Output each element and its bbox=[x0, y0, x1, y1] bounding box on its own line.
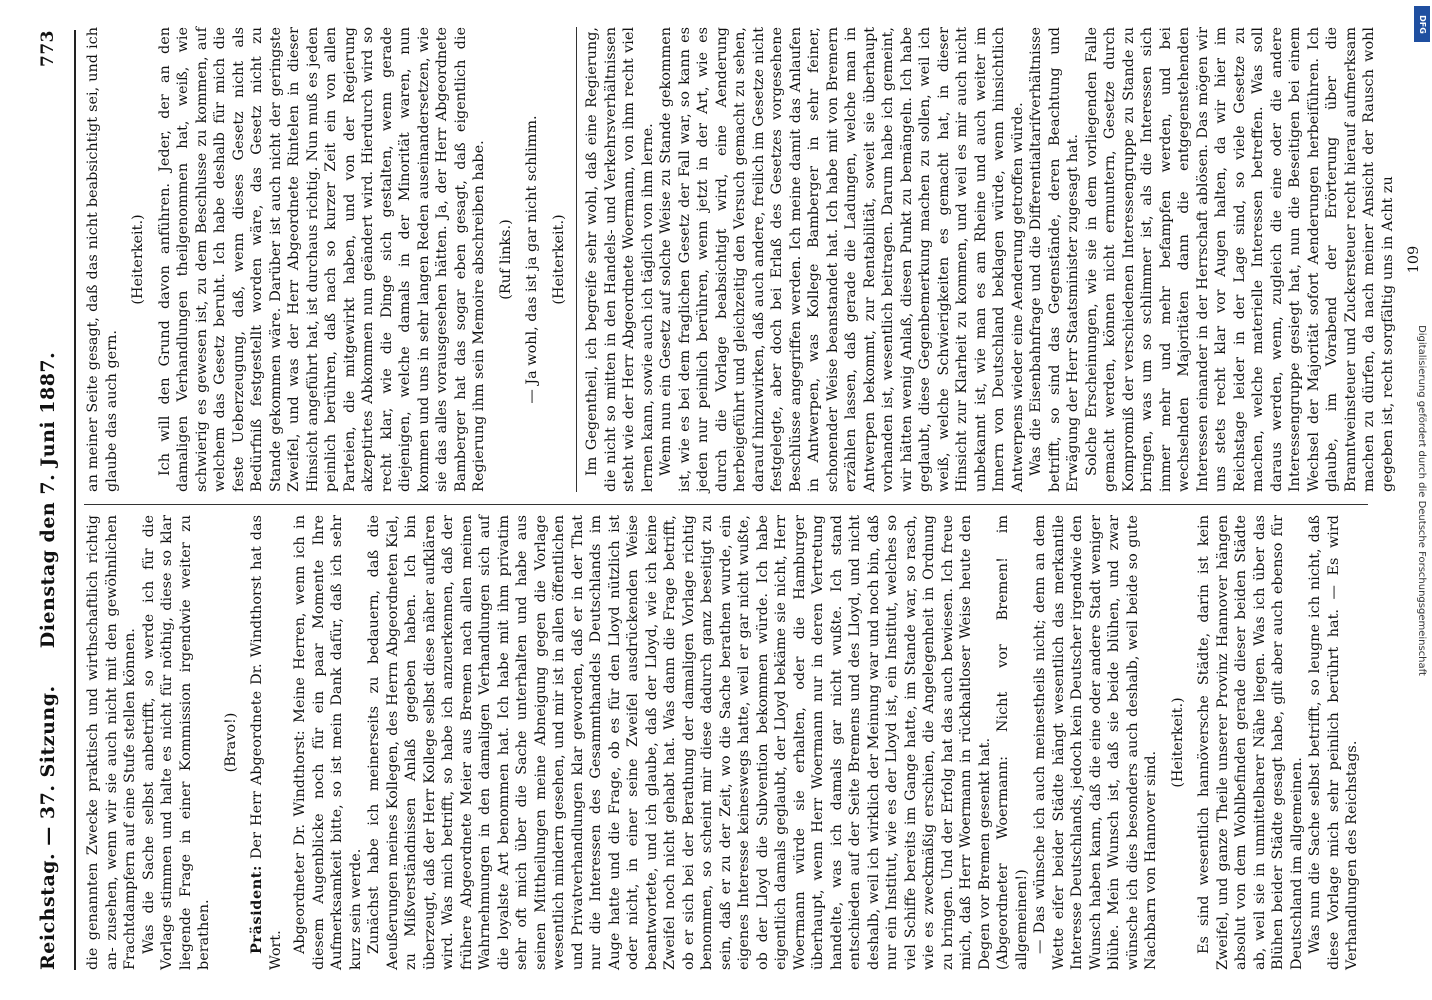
paragraph: Solche Erscheinungen, wie sie in dem vorliegenden Falle gemacht werden, können nicht ermuntern, Gesetze durch Kompromiß der verschiedenen Interessengruppe zu Stande zu bringen, was um so schlimmer ist, als die Interessen sich immer mehr und mehr befampfen werden, und bei wechselnden Majoritäten dann die entgegenstehenden Interessen einander in der Herrschaft ablösen. Das mögen wir uns stets recht klar vor Augen halten, da wir hier im Reichstage leider in der Lage sind, so viele Gesetze zu machen, welche materielle Interessen betreffen. Was soll daraus werden, wenn, zugleich die eine oder die andere Interessengruppe gesiegt hat, nun die Beseitigen bei einem Wechsel der Majorität sofort Aenderungen herbeiführen. Ich glaube, im Vorabend der Erörterung über die Branntweinsteuer und Zuckersteuer recht hierauf aufmerksam machen zu dürfen, da nach meiner Ansicht der Rausch wohl gegeben ist, recht sorgfältig uns in Acht zu bbox=[1083, 27, 1396, 492]
speaker-statement bbox=[291, 515, 365, 970]
paragraph: Was nun die Sache selbst betrifft, so leugne ich nicht, daß diese Vorlage mich sehr peinlich berührt hat. — Es wird Verhandlungen des Reichstags. bbox=[1307, 515, 1360, 970]
laughter-note: (Heiterkeit.) bbox=[130, 214, 146, 305]
section-rule bbox=[576, 27, 577, 492]
interjection: (Abgeordneter Woermann: Nicht vor Bremen! im allgemeinen!) bbox=[995, 515, 1030, 970]
signature-number: 109 bbox=[1406, 245, 1422, 274]
laughter-note: (Heiterkeit.) bbox=[550, 214, 567, 305]
left-column bbox=[84, 515, 1368, 970]
paragraph: — Das wünsche ich auch meinestheils nicht; denn an dem Wette eifer beider Städte hängt wesentlich das merkantile Interesse Deutschlands, jedoch kein Deutscher irgendwie den Wunsch haben kann, daß die eine oder andere Stadt weniger blühe. Mein Wunsch ist, daß sie beide blühen, und zwar wünsche ich dies besonders auch deshalb, weil beide so gute Nachbarn von Hannover sind. bbox=[1032, 515, 1159, 970]
column-divider bbox=[84, 504, 1368, 505]
header-left: Reichstag. — 37. Sitzung. bbox=[37, 685, 59, 970]
page-number: 773 bbox=[38, 29, 58, 67]
page-header bbox=[28, 30, 68, 970]
digitization-credit bbox=[1410, 0, 1432, 1000]
call-note: (Ruf links.) bbox=[497, 219, 514, 300]
laughter-note: (Heiterkeit.) bbox=[1169, 697, 1186, 788]
dfg-logo-text: DFG bbox=[1417, 14, 1427, 34]
digitization-credit-text: Digitalisierung gefördert durch die Deutsche Forschungsgemeinschaft bbox=[1415, 324, 1427, 676]
paragraph: die genannten Zwecke praktisch und wirthschaftlich richtig an- zusehen, wenn wir sie auch nicht mit den gewöhnlichen Frachtdampfern auf eine Stufe stellen können. bbox=[85, 515, 138, 970]
applause-note: (Bravo!) bbox=[222, 712, 239, 773]
paragraph: Im Gegentheil, ich begreife sehr wohl, daß eine Regierung, die nicht so mitten in den Handels- und Verkehrsverhältnissen steht wie der Herr Abgeordnete Woermann, von ihm recht viel lernen kann, sowie auch ich täglich von ihm lerne. bbox=[584, 27, 656, 492]
dfg-logo bbox=[1414, 6, 1430, 42]
paragraph: — Ja wohl, das ist ja gar nicht schlimm. bbox=[524, 115, 540, 404]
paragraph: Ich will den Grund davon anführen. Jeder, der an den damaligen Verhandlungen theilgenommen hat, weiß, wie schwierig es gewesen ist, zu dem Beschlusse zu kommen, auf welchem das Gesetz beruht. Ich habe deshalb für mich die feste Ueberzeugung, daß, wenn dieses Gesetz nicht als Bedürfniß festgestellt worden wäre, das Gesetz nicht zu Stande gekommen wäre. Darüber ist auch nicht der geringste Zweifel, und was der Herr Abgeordnete Rintelen in dieser Hinsicht angeführt hat, ist durchaus richtig. Nun muß es jeden peinlich berühren, daß nach so kurzer Zeit ein von allen Parteien, die mitgewirkt haben, und von der Regierung akzeptirtes Abkommen nun geändert wird. Hierdurch wird so recht klar, wie die Dinge sich gestalten, wenn gerade diejenigen, welche damals in der Minorität waren, nun kommen und uns in sehr langen Reden auseinandersetzen, wie sie das alles vorausgesehen hätten. Ja, der Herr Abgeordnete Bamberger hat das sogar eben gesagt, daß eigentlich die Regierung ihm sein Memoire abschreiben habe. bbox=[156, 27, 487, 492]
speaker-label: Abgeordneter Dr. Windthorst: bbox=[292, 730, 308, 954]
speaker-label: Präsident: bbox=[248, 865, 265, 954]
paragraph: Was die Sache selbst anbetrifft, so werde ich für die Vorlage stimmen und halte es nicht für nöthig, diese so klar liegende Frage in einer Kommission irgendwie weiter zu berathen. bbox=[140, 515, 212, 970]
right-column bbox=[84, 27, 1422, 492]
president-statement bbox=[248, 515, 285, 970]
paragraph: Zunächst habe ich meinerseits zu bedauern, daß die Aeußerungen meines Kollegen, des Herrn Abgeordneten Kiel, zu Mißverständnissen Anlaß gegeben haben. Ich bin überzeugt, daß der Herr Kollege selbst diese näher aufklären wird. Was mich betrifft, so habe ich anzuerkennen, daß der frühere Abgeordnete Meier aus Bremen nach allen meinen Wahrnehmungen in den damaligen Verhandlungen sich auf die loyalste Art benommen hat. Ich habe mit ihm privatim sehr oft mich über die Sache unterhalten und habe aus seinen Mittheilungen meine Abneigung gegen die Vorlage wesentlich mindern gesehen, und mir ist in allen öffentlichen und Privatverhandlungen klar geworden, daß er in der That nur die Interessen des Gesammthandels Deutschlands im Auge hatte und die Frage, ob es für den Lloyd nützlich ist oder nicht, in einer seine Zweifel ausdrückenden Weise beantwortete, und ich glaube, daß der Lloyd, wie ich keine Zweifel noch nicht gehabt hat. Was dann die Frage betrifft, ob er sich bei der Berathung der damaligen Vorlage richtig benommen, so scheint mir diese dadurch ganz beseitigt zu sein, daß er zu der Zeit, wo die Sache berathen wurde, ein eigenes Interesse keineswegs hatte, weil er gar nicht wußte, ob der Lloyd die Subvention bekommen würde. Ich habe eigentlich damals geglaubt, der Lloyd bekäme sie nicht, Herr Woermann würde sie erhalten, oder die Hamburger überhaupt, wenn Herr Woermann nur in deren Vertretung handelte, was ich damals gar nicht wußte. Ich stand entschieden auf der Seite Bremens und des Lloyd, und nicht deshalb, weil ich wirklich der Meinung war und noch bin, daß nur ein Institut, wie es der Lloyd ist, ein Institut, welches so viel Schiffe bereits im Gange hatte, im Stande war, so rasch, wie es zweckmäßig erschien, die Angelegenheit in Ordnung zu bringen. Und der Erfolg hat das auch bewiesen. Ich freue mich, daß Herr Woermann in rückhaltloser Weise heute den Degen vor Bremen gesenkt hat. bbox=[366, 515, 993, 970]
statement-text: Meine Herren, wenn ich in diesem Augenblicke noch für ein paar Momente Ihre Aufmerksamkeit bitte, so ist mein Dank dafür, daß ich sehr kurz sein werde. bbox=[292, 515, 364, 970]
paragraph: Was die Eisenbahnfrage und die Differentialtarifverhältnisse betrifft, so sind das Gegenstände, deren Beachtung und Erwägung der Herr Staatsminister zugesagt hat. bbox=[1028, 27, 1081, 492]
header-date: Dienstag den 7. Juni 1887. bbox=[37, 351, 59, 649]
header-rule bbox=[74, 30, 76, 970]
paragraph: an meiner Seite gesagt, daß das nicht beabsichtigt sei, und ich glaube das auch gern. bbox=[85, 27, 120, 492]
paragraph: Wenn nun ein Gesetz auf solche Weise zu Stande gekommen ist, wie es bei dem fraglichen Gesetz der Fall war, so kann es jeden nur peinlich berühren, wenn jetzt in der Art, wie es durch die Vorlage beabsichtigt wird, eine Aenderung herbeigeführt und gleichzeitig den Versuch gemacht zu sehen, darauf hinzuwirken, daß auch andere, freilich im Gesetze nicht festgelegte, aber doch bei Erlaß des Gesetzes vorgesehene Beschlüsse angegriffen werden. Ich meine damit das Anlaufen in Antwerpen, was Kollege Bamberger in sehr feiner, schonender Weise beanstandet hat. Ich habe mit von Bremern erzählen lassen, daß gerade die Ladungen, welche man in Antwerpen bekommt, zur Rentabilität, soweit sie überhaupt vorhanden ist, wesentlich beitragen. Darum habe ich gemeint, wir hätten wenig Anlaß, diesen Punkt zu bemängeln. Ich habe geglaubt, diese Gegenbemerkung machen zu sollen, weil ich weiß, welche Schwierigkeiten es gemacht hat, in dieser Hinsicht zur Klarheit zu kommen, und weil es mir auch nicht unbekannt ist, wie man es am Rheine und auch weiter im Innern von Deutschland beklagen würde, wenn hinsichtlich Antwerpens wieder eine Aenderung getroffen würde. bbox=[658, 27, 1026, 492]
paragraph: Es sind wesentlich hannöversche Städte, darin ist kein Zweifel, und ganze Theile unserer Provinz Hannover hängen absolut von dem Wohlbefinden gerade dieser beiden Städte ab, weil sie in unmittelbarer Nähe liegen. Was ich über das Blühen beider Städte gesagt habe, gilt aber auch ebenso für Deutschland im allgemeinen. bbox=[1196, 515, 1305, 970]
statement-text: Der Herr Abgeordnete Dr. Windthorst hat das Wort. bbox=[249, 515, 284, 970]
